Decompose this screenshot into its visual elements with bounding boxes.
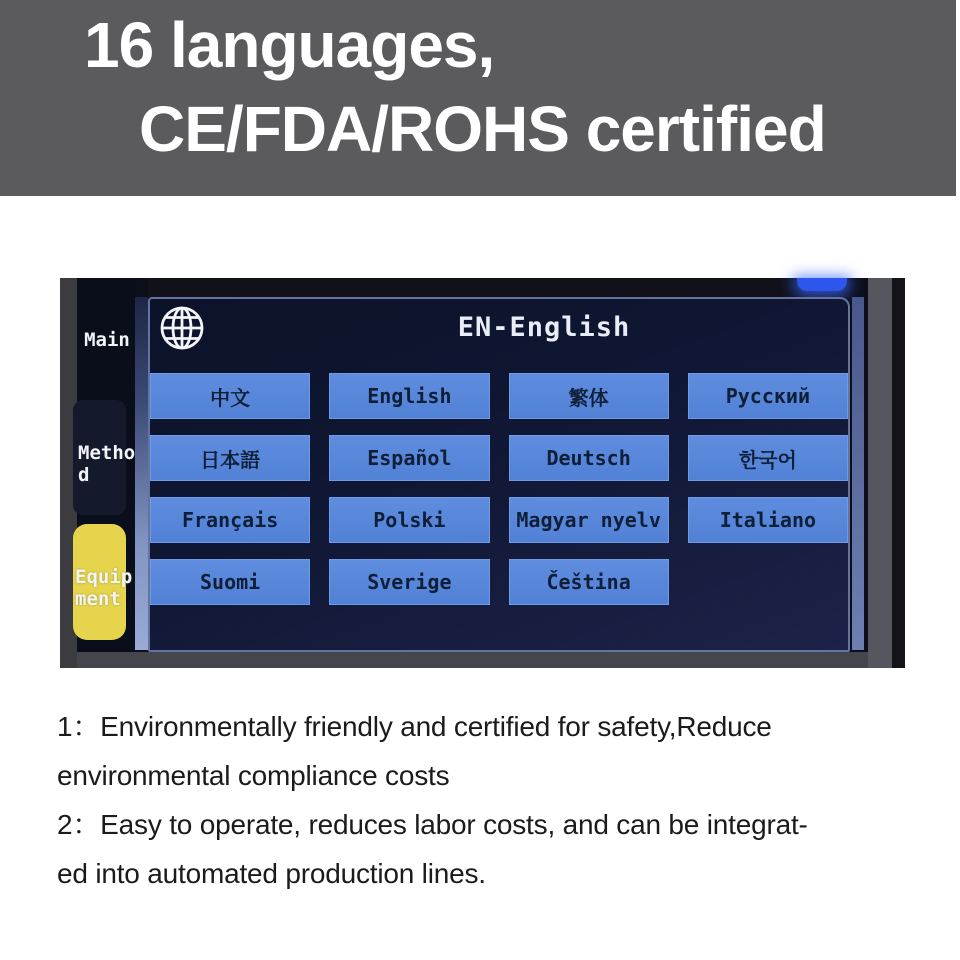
device-right-frame xyxy=(892,278,905,668)
sidebar-item-method[interactable]: Method xyxy=(78,442,136,486)
sidebar-item-main[interactable]: Main xyxy=(84,329,130,351)
screen-right-edge-highlight xyxy=(852,297,864,650)
device-bottom-bezel xyxy=(77,652,868,668)
language-button-polish[interactable]: Polski xyxy=(329,497,489,543)
device-top-bezel xyxy=(148,278,850,297)
page-title: EN-English xyxy=(457,312,631,343)
language-button-chinese-simplified[interactable]: 中文 xyxy=(150,373,310,419)
header-banner xyxy=(0,0,960,196)
feature-line-4: ed into automated production lines. xyxy=(57,858,486,889)
language-button-spanish[interactable]: Español xyxy=(329,435,489,481)
device-right-bezel xyxy=(868,278,892,668)
language-screen-panel xyxy=(148,297,850,652)
language-button-italian[interactable]: Italiano xyxy=(688,497,848,543)
language-button-german[interactable]: Deutsch xyxy=(509,435,669,481)
banner-title-line2: CE/FDA/ROHS certified xyxy=(139,93,826,165)
banner-title-line1: 16 languages, xyxy=(84,9,495,81)
language-button-japanese[interactable]: 日本語 xyxy=(150,435,310,481)
language-button-swedish[interactable]: Sverige xyxy=(329,559,489,605)
language-button-chinese-traditional[interactable]: 繁体 xyxy=(509,373,669,419)
language-grid xyxy=(150,373,848,605)
status-led-button[interactable] xyxy=(797,278,847,291)
feature-line-1: 1：Environmentally friendly and certified for safety,Reduce xyxy=(57,711,772,742)
sidebar-divider xyxy=(135,297,148,650)
sidebar-item-equipment[interactable]: Equipment xyxy=(75,566,133,610)
banner-edge-sliver xyxy=(956,0,960,196)
language-button-french[interactable]: Français xyxy=(150,497,310,543)
language-button-korean[interactable]: 한국어 xyxy=(688,435,848,481)
language-button-english[interactable]: English xyxy=(329,373,489,419)
device-screen-photo xyxy=(60,278,905,668)
language-button-russian[interactable]: Русский xyxy=(688,373,848,419)
language-button-hungarian[interactable]: Magyar nyelv xyxy=(509,497,669,543)
language-button-finnish[interactable]: Suomi xyxy=(150,559,310,605)
feature-description xyxy=(57,702,917,898)
language-button-czech[interactable]: Čeština xyxy=(509,559,669,605)
feature-line-3: 2：Easy to operate, reduces labor costs, and can be integrat- xyxy=(57,809,808,840)
feature-line-2: environmental compliance costs xyxy=(57,760,450,791)
